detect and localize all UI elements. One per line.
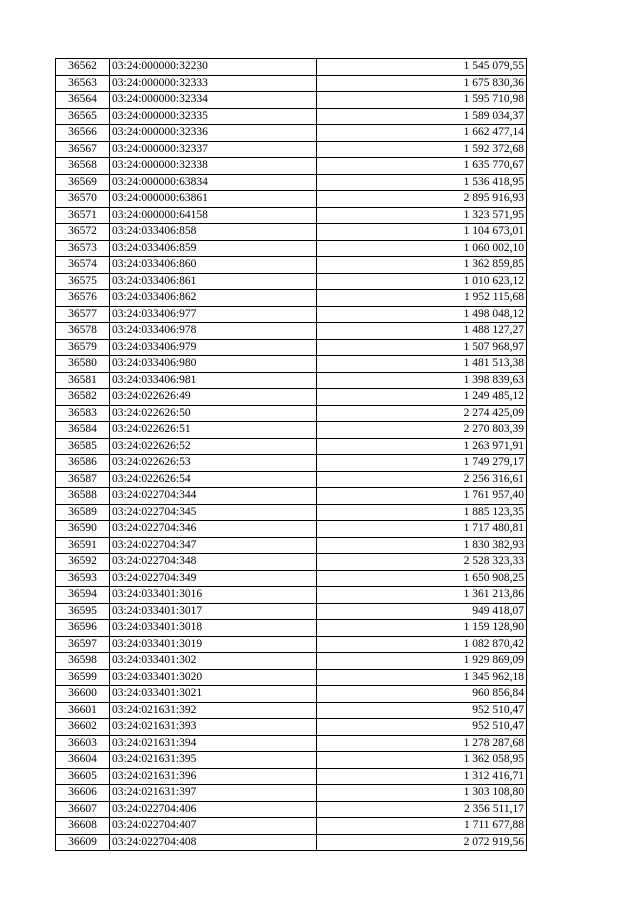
table-row xyxy=(56,306,527,323)
cadastral-value-cell: 1 060 002,10 xyxy=(317,240,527,257)
row-number-cell: 36578 xyxy=(56,323,110,340)
cadastral-value-cell: 1 717 480,81 xyxy=(317,521,527,538)
cadastral-value-cell: 1 589 034,37 xyxy=(317,108,527,125)
cadastral-value-cell: 2 270 803,39 xyxy=(317,422,527,439)
table-row xyxy=(56,339,527,356)
row-number-cell: 36604 xyxy=(56,752,110,769)
cadastral-value-cell: 1 711 677,88 xyxy=(317,818,527,835)
table-row xyxy=(56,438,527,455)
table-row xyxy=(56,554,527,571)
table-row xyxy=(56,521,527,538)
table-row xyxy=(56,257,527,274)
cadastral-value-cell: 1 323 571,95 xyxy=(317,207,527,224)
cadastral-number-cell: 03:24:033406:977 xyxy=(110,306,317,323)
table-row xyxy=(56,224,527,241)
cadastral-number-cell: 03:24:000000:32334 xyxy=(110,92,317,109)
cadastral-value-cell: 1 830 382,93 xyxy=(317,537,527,554)
row-number-cell: 36596 xyxy=(56,620,110,637)
table-row xyxy=(56,653,527,670)
cadastral-value-cell: 1 249 485,12 xyxy=(317,389,527,406)
cadastral-number-cell: 03:24:033406:980 xyxy=(110,356,317,373)
table-row xyxy=(56,174,527,191)
table-row xyxy=(56,620,527,637)
cadastral-number-cell: 03:24:022626:49 xyxy=(110,389,317,406)
table-row xyxy=(56,587,527,604)
cadastral-number-cell: 03:24:000000:32335 xyxy=(110,108,317,125)
row-number-cell: 36592 xyxy=(56,554,110,571)
table-row xyxy=(56,785,527,802)
cadastral-number-cell: 03:24:000000:32338 xyxy=(110,158,317,175)
cadastral-number-cell: 03:24:000000:32337 xyxy=(110,141,317,158)
row-number-cell: 36603 xyxy=(56,735,110,752)
cadastral-number-cell: 03:24:033406:978 xyxy=(110,323,317,340)
cadastral-number-cell: 03:24:033401:3019 xyxy=(110,636,317,653)
row-number-cell: 36573 xyxy=(56,240,110,257)
cadastral-number-cell: 03:24:022626:52 xyxy=(110,438,317,455)
table-row xyxy=(56,603,527,620)
cadastral-number-cell: 03:24:033406:858 xyxy=(110,224,317,241)
cadastral-value-cell: 1 929 869,09 xyxy=(317,653,527,670)
table-row xyxy=(56,488,527,505)
table-row xyxy=(56,75,527,92)
table-row xyxy=(56,405,527,422)
cadastral-number-cell: 03:24:033406:979 xyxy=(110,339,317,356)
row-number-cell: 36563 xyxy=(56,75,110,92)
cadastral-value-cell: 952 510,47 xyxy=(317,702,527,719)
table-row xyxy=(56,818,527,835)
cadastral-number-cell: 03:24:022704:346 xyxy=(110,521,317,538)
table-row xyxy=(56,92,527,109)
cadastral-number-cell: 03:24:022626:51 xyxy=(110,422,317,439)
cadastral-number-cell: 03:24:022704:347 xyxy=(110,537,317,554)
cadastral-number-cell: 03:24:021631:393 xyxy=(110,719,317,736)
cadastral-value-cell: 1 650 908,25 xyxy=(317,570,527,587)
cadastral-value-cell: 1 312 416,71 xyxy=(317,768,527,785)
row-number-cell: 36583 xyxy=(56,405,110,422)
row-number-cell: 36605 xyxy=(56,768,110,785)
row-number-cell: 36599 xyxy=(56,669,110,686)
table-row xyxy=(56,768,527,785)
cadastral-number-cell: 03:24:000000:63861 xyxy=(110,191,317,208)
cadastral-value-cell: 2 072 919,56 xyxy=(317,834,527,851)
cadastral-value-cell: 1 885 123,35 xyxy=(317,504,527,521)
cadastral-number-cell: 03:24:033406:859 xyxy=(110,240,317,257)
row-number-cell: 36582 xyxy=(56,389,110,406)
cadastral-number-cell: 03:24:022704:348 xyxy=(110,554,317,571)
cadastral-value-cell: 1 010 623,12 xyxy=(317,273,527,290)
cadastral-number-cell: 03:24:033401:302 xyxy=(110,653,317,670)
table-row xyxy=(56,108,527,125)
cadastral-value-cell: 2 274 425,09 xyxy=(317,405,527,422)
row-number-cell: 36579 xyxy=(56,339,110,356)
cadastral-value-cell: 1 481 513,38 xyxy=(317,356,527,373)
cadastral-value-cell: 1 952 115,68 xyxy=(317,290,527,307)
table-row xyxy=(56,422,527,439)
table-row xyxy=(56,158,527,175)
cadastral-value-cell: 1 675 830,36 xyxy=(317,75,527,92)
table-row xyxy=(56,702,527,719)
cadastral-number-cell: 03:24:022626:54 xyxy=(110,471,317,488)
cadastral-value-table xyxy=(55,58,527,851)
cadastral-number-cell: 03:24:033401:3021 xyxy=(110,686,317,703)
row-number-cell: 36607 xyxy=(56,801,110,818)
cadastral-number-cell: 03:24:033406:981 xyxy=(110,372,317,389)
cadastral-number-cell: 03:24:033401:3016 xyxy=(110,587,317,604)
table-row xyxy=(56,834,527,851)
cadastral-value-cell: 1 761 957,40 xyxy=(317,488,527,505)
row-number-cell: 36589 xyxy=(56,504,110,521)
cadastral-number-cell: 03:24:021631:394 xyxy=(110,735,317,752)
cadastral-value-cell: 1 303 108,80 xyxy=(317,785,527,802)
table-row xyxy=(56,570,527,587)
cadastral-value-cell: 960 856,84 xyxy=(317,686,527,703)
row-number-cell: 36584 xyxy=(56,422,110,439)
row-number-cell: 36572 xyxy=(56,224,110,241)
cadastral-value-cell: 1 545 079,55 xyxy=(317,59,527,76)
row-number-cell: 36574 xyxy=(56,257,110,274)
cadastral-number-cell: 03:24:021631:397 xyxy=(110,785,317,802)
cadastral-value-cell: 1 662 477,14 xyxy=(317,125,527,142)
row-number-cell: 36567 xyxy=(56,141,110,158)
table-row xyxy=(56,389,527,406)
row-number-cell: 36581 xyxy=(56,372,110,389)
table-row xyxy=(56,471,527,488)
cadastral-number-cell: 03:24:021631:395 xyxy=(110,752,317,769)
cadastral-number-cell: 03:24:033406:862 xyxy=(110,290,317,307)
cadastral-value-cell: 2 528 323,33 xyxy=(317,554,527,571)
table-row xyxy=(56,636,527,653)
cadastral-number-cell: 03:24:022704:349 xyxy=(110,570,317,587)
row-number-cell: 36571 xyxy=(56,207,110,224)
cadastral-number-cell: 03:24:022626:50 xyxy=(110,405,317,422)
row-number-cell: 36602 xyxy=(56,719,110,736)
table-row xyxy=(56,141,527,158)
cadastral-value-cell: 1 345 962,18 xyxy=(317,669,527,686)
table-row xyxy=(56,207,527,224)
cadastral-value-cell: 952 510,47 xyxy=(317,719,527,736)
cadastral-value-cell: 2 356 511,17 xyxy=(317,801,527,818)
table-row xyxy=(56,735,527,752)
row-number-cell: 36590 xyxy=(56,521,110,538)
cadastral-value-cell: 2 256 316,61 xyxy=(317,471,527,488)
table-row xyxy=(56,356,527,373)
cadastral-value-cell: 1 263 971,91 xyxy=(317,438,527,455)
cadastral-value-cell: 1 398 839,63 xyxy=(317,372,527,389)
cadastral-value-cell: 1 498 048,12 xyxy=(317,306,527,323)
row-number-cell: 36601 xyxy=(56,702,110,719)
row-number-cell: 36570 xyxy=(56,191,110,208)
cadastral-number-cell: 03:24:033401:3018 xyxy=(110,620,317,637)
row-number-cell: 36597 xyxy=(56,636,110,653)
table-row xyxy=(56,504,527,521)
row-number-cell: 36598 xyxy=(56,653,110,670)
row-number-cell: 36586 xyxy=(56,455,110,472)
cadastral-number-cell: 03:24:000000:32336 xyxy=(110,125,317,142)
table-row xyxy=(56,669,527,686)
row-number-cell: 36594 xyxy=(56,587,110,604)
row-number-cell: 36569 xyxy=(56,174,110,191)
row-number-cell: 36591 xyxy=(56,537,110,554)
table-row xyxy=(56,290,527,307)
table-row xyxy=(56,323,527,340)
cadastral-number-cell: 03:24:021631:396 xyxy=(110,768,317,785)
row-number-cell: 36576 xyxy=(56,290,110,307)
cadastral-number-cell: 03:24:000000:32230 xyxy=(110,59,317,76)
table-row xyxy=(56,801,527,818)
row-number-cell: 36564 xyxy=(56,92,110,109)
table-row xyxy=(56,240,527,257)
table-row xyxy=(56,719,527,736)
table-row xyxy=(56,273,527,290)
cadastral-value-cell: 949 418,07 xyxy=(317,603,527,620)
cadastral-number-cell: 03:24:022704:345 xyxy=(110,504,317,521)
row-number-cell: 36575 xyxy=(56,273,110,290)
row-number-cell: 36568 xyxy=(56,158,110,175)
cadastral-value-cell: 1 595 710,98 xyxy=(317,92,527,109)
row-number-cell: 36593 xyxy=(56,570,110,587)
cadastral-value-cell: 1 507 968,97 xyxy=(317,339,527,356)
cadastral-value-cell: 1 536 418,95 xyxy=(317,174,527,191)
table-row xyxy=(56,125,527,142)
row-number-cell: 36609 xyxy=(56,834,110,851)
row-number-cell: 36566 xyxy=(56,125,110,142)
cadastral-value-cell: 1 362 058,95 xyxy=(317,752,527,769)
cadastral-number-cell: 03:24:021631:392 xyxy=(110,702,317,719)
table-row xyxy=(56,372,527,389)
cadastral-value-cell: 1 635 770,67 xyxy=(317,158,527,175)
cadastral-value-cell: 2 895 916,93 xyxy=(317,191,527,208)
cadastral-number-cell: 03:24:033406:861 xyxy=(110,273,317,290)
row-number-cell: 36585 xyxy=(56,438,110,455)
row-number-cell: 36600 xyxy=(56,686,110,703)
cadastral-number-cell: 03:24:022704:408 xyxy=(110,834,317,851)
table-row xyxy=(56,59,527,76)
cadastral-value-cell: 1 362 859,85 xyxy=(317,257,527,274)
row-number-cell: 36595 xyxy=(56,603,110,620)
table-row xyxy=(56,752,527,769)
cadastral-number-cell: 03:24:000000:63834 xyxy=(110,174,317,191)
cadastral-number-cell: 03:24:033401:3020 xyxy=(110,669,317,686)
table-body xyxy=(56,59,527,851)
row-number-cell: 36588 xyxy=(56,488,110,505)
cadastral-number-cell: 03:24:033401:3017 xyxy=(110,603,317,620)
cadastral-value-cell: 1 104 673,01 xyxy=(317,224,527,241)
cadastral-number-cell: 03:24:022626:53 xyxy=(110,455,317,472)
row-number-cell: 36562 xyxy=(56,59,110,76)
cadastral-number-cell: 03:24:022704:406 xyxy=(110,801,317,818)
row-number-cell: 36580 xyxy=(56,356,110,373)
cadastral-value-cell: 1 278 287,68 xyxy=(317,735,527,752)
cadastral-value-cell: 1 749 279,17 xyxy=(317,455,527,472)
cadastral-number-cell: 03:24:022704:344 xyxy=(110,488,317,505)
cadastral-number-cell: 03:24:000000:64158 xyxy=(110,207,317,224)
cadastral-value-cell: 1 082 870,42 xyxy=(317,636,527,653)
cadastral-number-cell: 03:24:000000:32333 xyxy=(110,75,317,92)
table-row xyxy=(56,191,527,208)
table-row xyxy=(56,686,527,703)
cadastral-value-cell: 1 159 128,90 xyxy=(317,620,527,637)
row-number-cell: 36577 xyxy=(56,306,110,323)
cadastral-number-cell: 03:24:033406:860 xyxy=(110,257,317,274)
table-row xyxy=(56,455,527,472)
cadastral-number-cell: 03:24:022704:407 xyxy=(110,818,317,835)
row-number-cell: 36608 xyxy=(56,818,110,835)
table-row xyxy=(56,537,527,554)
cadastral-value-cell: 1 361 213,86 xyxy=(317,587,527,604)
row-number-cell: 36587 xyxy=(56,471,110,488)
cadastral-value-cell: 1 488 127,27 xyxy=(317,323,527,340)
cadastral-value-cell: 1 592 372,68 xyxy=(317,141,527,158)
row-number-cell: 36606 xyxy=(56,785,110,802)
row-number-cell: 36565 xyxy=(56,108,110,125)
